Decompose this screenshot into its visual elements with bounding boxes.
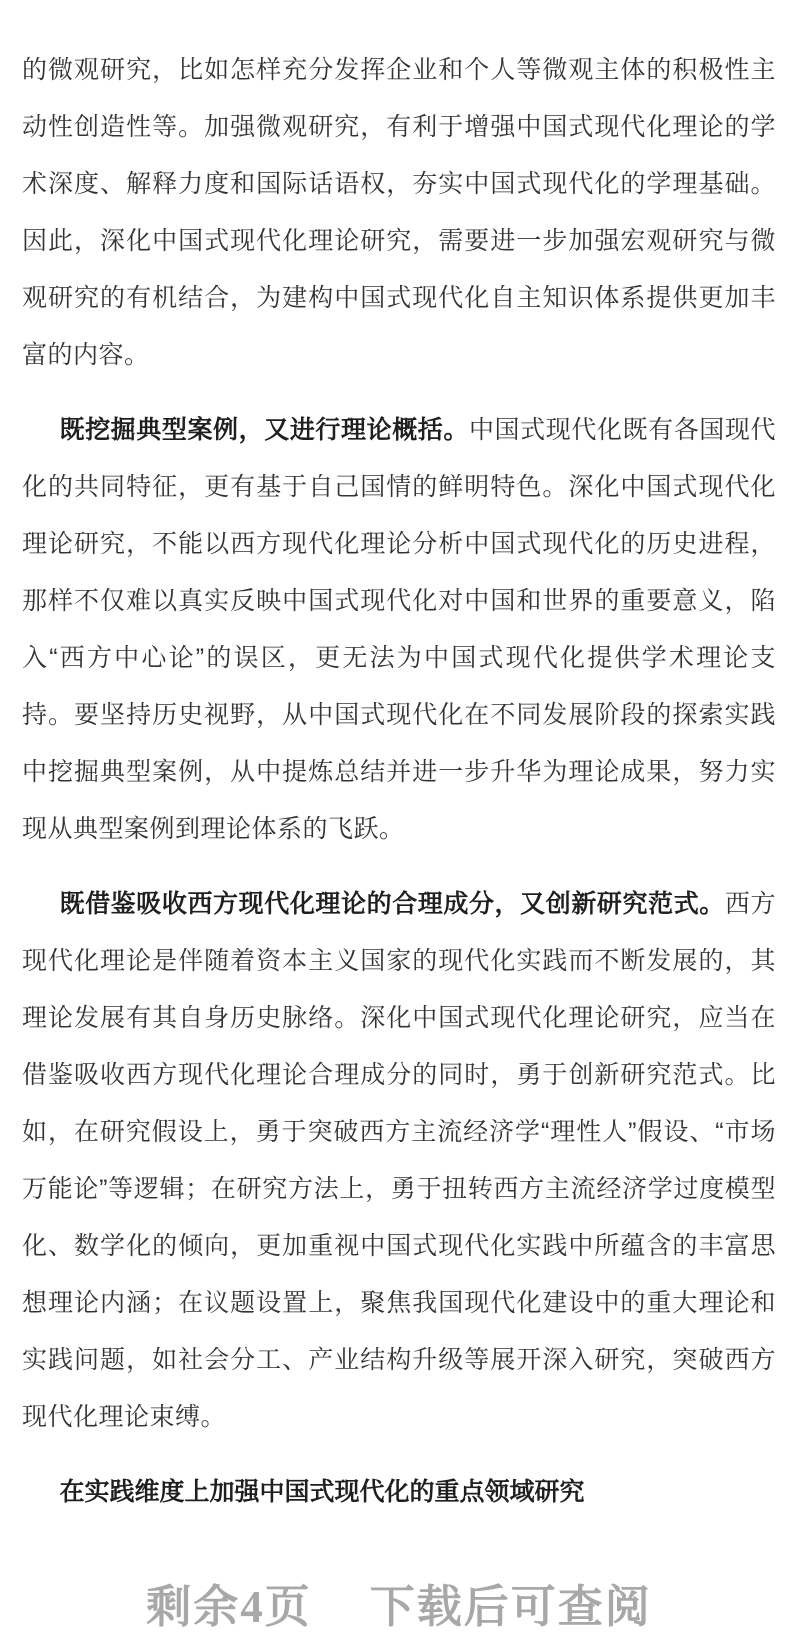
- download-hint-label: 下载后可查阅: [369, 1582, 652, 1632]
- paragraph-text: 中国式现代化既有各国现代化的共同特征，更有基于自己国情的鲜明特色。深化中国式现代化理论研究，不能以西方现代化理论分析中国式现代化的历史进程，那样不仅难以真实反映中国式现代化对中国和世界的重要意义，陷入“西方中心论”的误区，更无法为中国式现代化提供学术理论支持。要坚持历史视野，从中国式现代化在不同发展阶段的探索实践中挖掘典型案例，从中提炼总结并进一步升华为理论成果，努力实现从典型案例到理论体系的飞跃。: [22, 416, 776, 843]
- body-paragraph: [22, 42, 776, 384]
- remaining-pages-label: 剩余4页: [146, 1582, 312, 1632]
- paragraph-text: 西方现代化理论是伴随着资本主义国家的现代化实践而不断发展的，其理论发展有其自身历史脉络。深化中国式现代化理论研究，应当在借鉴吸收西方现代化理论合理成分的同时，勇于创新研究范式。比如，在研究假设上，勇于突破西方主流经济学“理性人”假设、“市场万能论”等逻辑；在研究方法上，勇于扭转西方主流经济学过度模型化、数学化的倾向，更加重视中国式现代化实践中所蕴含的丰富思想理论内涵；在议题设置上，聚焦我国现代化建设中的重大理论和实践问题，如社会分工、产业结构升级等展开深入研究，突破西方现代化理论束缚。: [22, 890, 776, 1431]
- preview-footer: [22, 1579, 776, 1636]
- paragraph-text: 的微观研究，比如怎样充分发挥企业和个人等微观主体的积极性主动性创造性等。加强微观研究，有利于增强中国式现代化理论的学术深度、解释力度和国际话语权，夯实中国式现代化的学理基础。因此，深化中国式现代化理论研究，需要进一步加强宏观研究与微观研究的有机结合，为建构中国式现代化自主知识体系提供更加丰富的内容。: [22, 56, 776, 369]
- body-paragraph: [22, 876, 776, 1446]
- body-paragraph: [22, 402, 776, 858]
- paragraph-lead: 既借鉴吸收西方现代化理论的合理成分，又创新研究范式。: [59, 890, 725, 918]
- paragraph-lead: 既挖掘典型案例，又进行理论概括。: [59, 416, 469, 444]
- section-heading: 在实践维度上加强中国式现代化的重点领域研究: [59, 1478, 585, 1506]
